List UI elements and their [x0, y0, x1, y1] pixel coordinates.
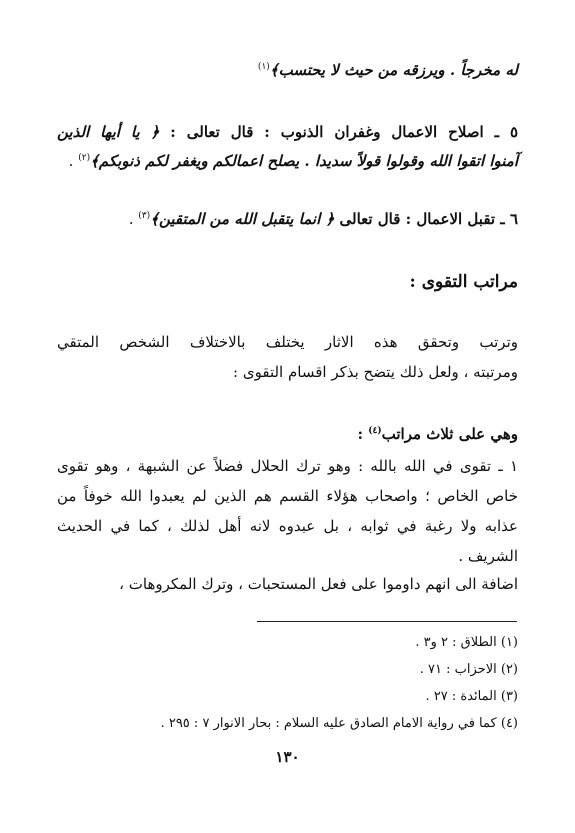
page-number: ١٣٠ — [275, 748, 300, 766]
para-1-line-1: وترتب وتحقق هذه الاثار يختلف بالاختلاف الشخص المتقي — [57, 333, 518, 351]
para-1-line-2: ومرتبته ، ولعل ذلك يتضح بذكر اقسام التقوى : — [233, 363, 518, 381]
point-6-label: ٦ ـ تقبل الاعمال : قال تعالى — [334, 210, 518, 228]
para-2-colon: : — [357, 425, 364, 443]
point-5-label: ٥ ـ اصلاح الاعمال وغفران الذنوب : قال تعالى : — [159, 123, 519, 141]
footnote-1: (١) الطلاق : ٢ و٣ . — [415, 635, 518, 650]
quran-verse-continued: آمنوا اتقوا الله وقولوا قولاً سديدا . يصلح اعمالكم ويغفر لكم ذنوبكم﴾ — [90, 152, 518, 170]
line-4-period: . — [128, 210, 134, 228]
text-line-3 — [57, 149, 518, 173]
text-line-1 — [57, 58, 518, 82]
para-3-line-2: خاص الخاص ؛ واصحاب هؤلاء القسم هم الذين لم يعبدوا الله خوفاً من — [57, 487, 518, 505]
para-2-text: وهي على ثلاث مراتب — [381, 425, 518, 443]
footnote-ref-4: (٤) — [368, 426, 382, 436]
footnote-ref-3: (٣) — [138, 211, 151, 221]
para-3-line-4: الشريف . — [458, 547, 518, 565]
footnote-divider — [257, 621, 517, 622]
quran-verse-end: له مخرجاً . ويرزقه من حيث لا يحتسب﴾ — [269, 61, 518, 79]
para-3-line-3: عذابه ولا رغبة في ثوابه ، بل عبدوه لانه أهل لذلك ، كما في الحديث — [57, 517, 518, 535]
line-3-period: . — [68, 152, 74, 170]
footnote-3: (٣) المائدة : ٢٧ . — [425, 689, 518, 704]
quran-verse-start: ﴿ يا أيها الذين — [57, 123, 160, 141]
para-4-line-1: اضافة الى انهم داوموا على فعل المستحبات ، وترك المكروهات ، — [119, 575, 518, 593]
footnote-2: (٢) الاحزاب : ٧١ . — [419, 662, 518, 677]
footnote-ref-1: (١) — [257, 62, 270, 72]
text-line-4 — [57, 207, 518, 231]
para-3-line-1: ١ ـ تقوى في الله بالله : وهو ترك الحلال فضلاً عن الشبهة ، وهو تقوى — [57, 457, 518, 475]
section-heading: مراتب التقوى : — [409, 272, 518, 292]
quran-verse-6: ﴿ انما يتقبل الله من المتقين﴾ — [150, 210, 335, 228]
footnote-ref-2: (٢) — [78, 153, 91, 163]
para-2-line-1 — [57, 422, 518, 446]
text-line-2 — [57, 120, 518, 144]
footnote-4: (٤) كما في رواية الامام الصادق عليه السلام : بحار الانوار ٧ : ٢٩٥ . — [160, 716, 518, 731]
